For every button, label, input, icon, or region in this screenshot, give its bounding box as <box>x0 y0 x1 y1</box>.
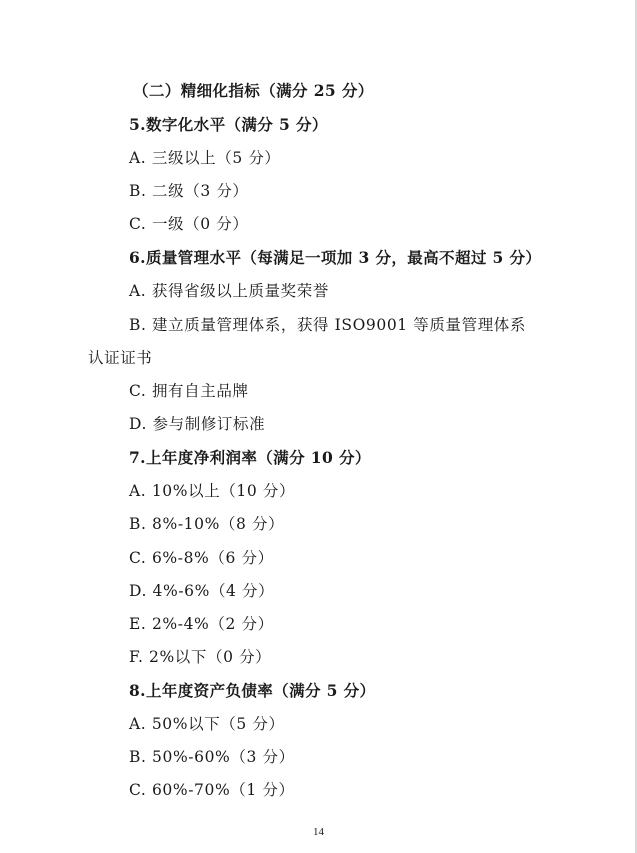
option-text: C. 拥有自主品牌 <box>129 382 249 400</box>
option-text: A. 50%以下（5 分） <box>129 715 285 733</box>
option-text: C. 6%-8%（6 分） <box>129 549 274 567</box>
option-text: E. 2%-4%（2 分） <box>129 615 274 633</box>
page-number: 14 <box>313 826 324 838</box>
option-text: F. 2%以下（0 分） <box>129 648 272 666</box>
option-text: B. 建立质量管理体系，获得 ISO9001 等质量管理体系 <box>129 316 526 334</box>
section-title: （二）精细化指标（满分 25 分） <box>133 81 374 100</box>
option-text: C. 一级（0 分） <box>129 215 249 233</box>
option-text: A. 三级以上（5 分） <box>129 149 281 167</box>
option-text: B. 二级（3 分） <box>129 182 249 200</box>
item-heading-net-profit: 7.上年度净利润率（满分 10 分） <box>129 448 371 467</box>
option-text: A. 10%以上（10 分） <box>129 482 296 500</box>
option-text: B. 8%-10%（8 分） <box>129 515 285 533</box>
item-heading-digitalization: 5.数字化水平（满分 5 分） <box>129 115 328 134</box>
option-text-continuation: 认证证书 <box>88 349 153 367</box>
item-heading-quality: 6.质量管理水平（每满足一项加 3 分，最高不超过 5 分） <box>129 248 542 267</box>
option-text: D. 参与制修订标准 <box>129 415 266 433</box>
option-text: C. 60%-70%（1 分） <box>129 781 295 799</box>
option-text: D. 4%-6%（4 分） <box>129 582 275 600</box>
item-heading-debt-ratio: 8.上年度资产负债率（满分 5 分） <box>129 681 376 700</box>
option-text: A. 获得省级以上质量奖荣誉 <box>129 282 329 300</box>
option-text: B. 50%-60%（3 分） <box>129 748 295 766</box>
